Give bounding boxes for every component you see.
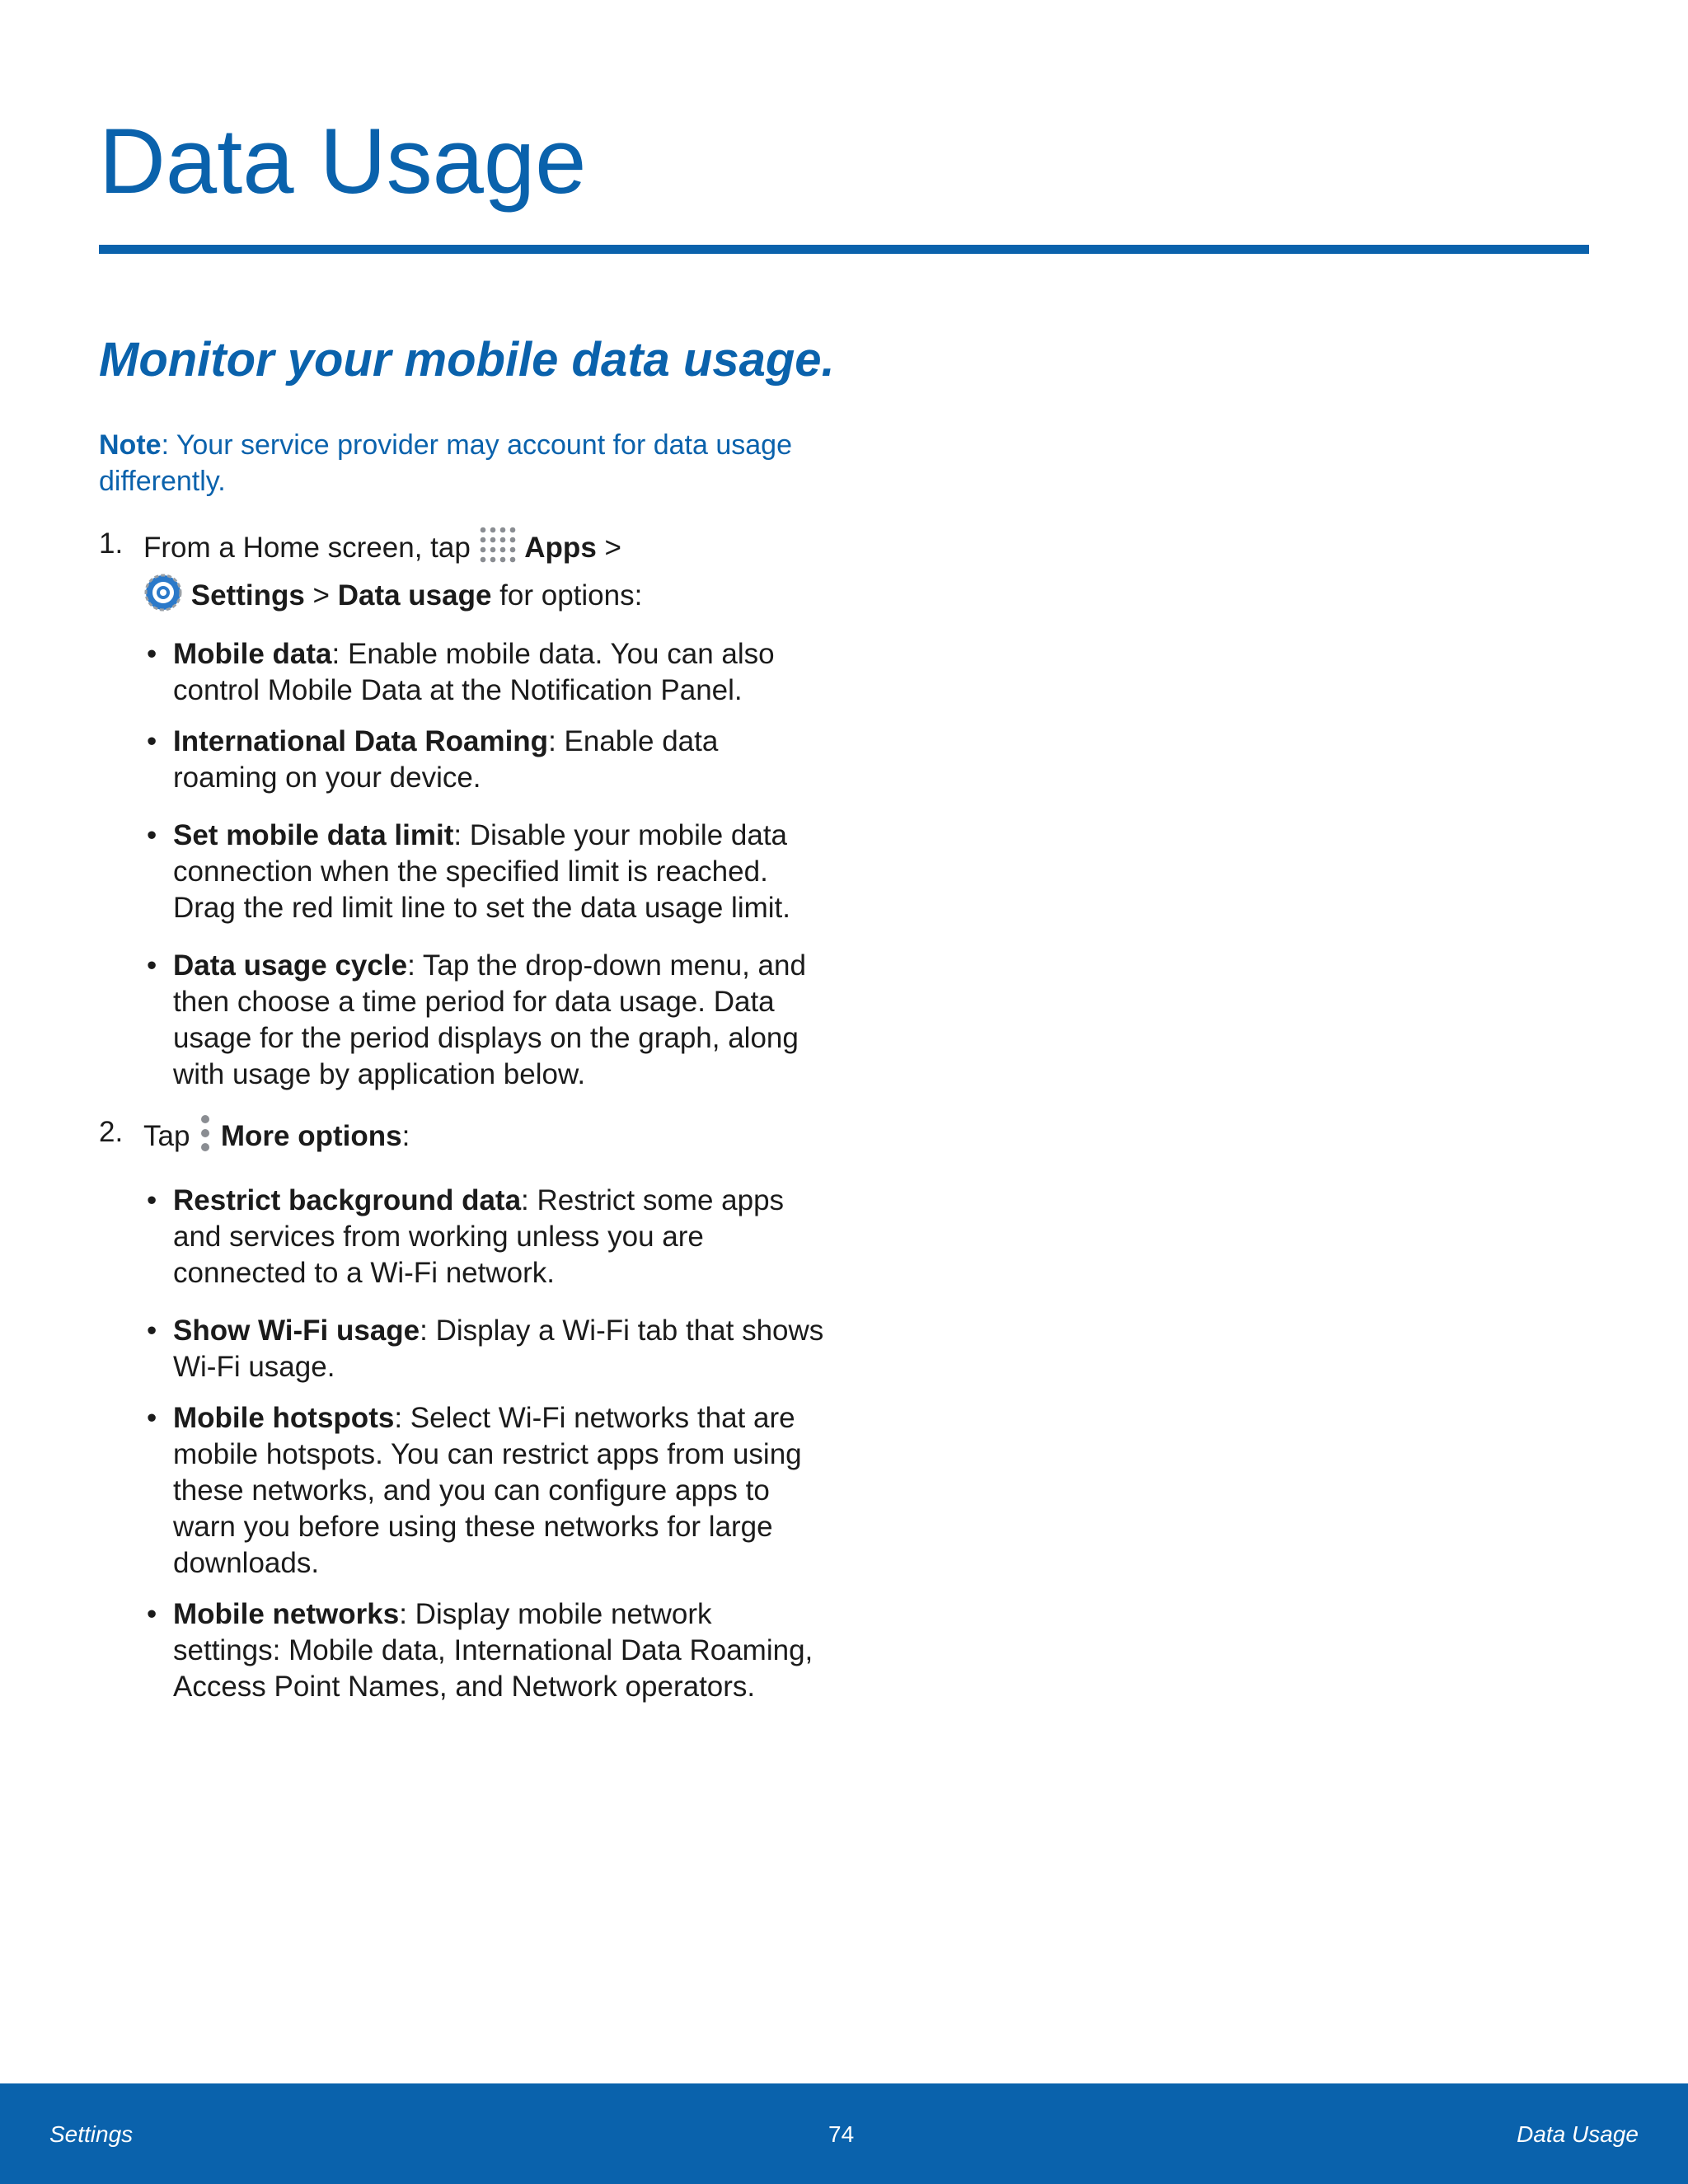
list-item: • International Data Roaming: Enable data roaming on your device. [147, 725, 719, 794]
option-label: Restrict background data [173, 1184, 522, 1216]
list-item: • Restrict background data: Restrict some apps and services from working unless you are connected to a Wi-Fi network. [147, 1184, 785, 1289]
option-text: : Tap the drop-down menu, and then choose a time period for data usage. Data usage for the period displays on the graph, along with usage by application below. [173, 949, 806, 1090]
option-label: Mobile networks [173, 1598, 400, 1630]
footer-section: Settings [49, 2121, 134, 2147]
step-2-options [99, 1183, 824, 1705]
apps-grid-icon [479, 526, 517, 573]
data-usage-label: Data usage [337, 579, 492, 612]
separator: > [304, 579, 338, 612]
step-number: 2. [99, 1116, 124, 1148]
page-footer [0, 2083, 1688, 2184]
settings-label: Settings [190, 579, 305, 612]
apps-label: Apps [524, 531, 597, 564]
option-text: : Restrict some apps and services from working unless you are connected to a Wi-Fi network. [173, 1184, 785, 1289]
page-title: Data Usage [99, 110, 587, 213]
option-text: : Disable your mobile data connection when the specified limit is reached. Drag the red limit line to set the data usage limit. [173, 819, 790, 924]
note-label: Note [99, 429, 162, 461]
step-text: From a Home screen, tap [143, 531, 479, 564]
step-2 [99, 1114, 824, 1161]
option-label: Data usage cycle [173, 949, 408, 982]
step-text: : [401, 1119, 410, 1152]
list-item: • Mobile hotspots: Select Wi-Fi networks that are mobile hotspots. You can restrict apps from using these networks, and you can configure apps to warn you before using these networks for large downloads. [147, 1402, 802, 1579]
more-options-icon [198, 1114, 213, 1161]
option-text: : Enable data roaming on your device. [173, 725, 719, 794]
list-item: • Show Wi-Fi usage: Display a Wi-Fi tab that shows Wi-Fi usage. [147, 1315, 824, 1383]
footer-chapter: Data Usage [1517, 2121, 1639, 2147]
page-subtitle: Monitor your mobile data usage. [99, 333, 835, 387]
step-text: for options: [491, 579, 643, 612]
option-label: Set mobile data limit [173, 819, 454, 851]
option-label: International Data Roaming [173, 725, 549, 757]
step-text: Tap [143, 1119, 199, 1152]
option-label: Mobile hotspots [173, 1402, 395, 1434]
list-item: • Set mobile data limit: Disable your mobile data connection when the specified limit is reached. Drag the red limit line to set the data usage limit. [147, 819, 790, 924]
note-text: : Your service provider may account for data usage differently. [99, 429, 792, 497]
settings-gear-icon [143, 573, 183, 621]
step-1-text [143, 526, 824, 621]
page-number: 74 [828, 2121, 855, 2147]
separator: > [596, 531, 621, 564]
option-label: Mobile data [173, 638, 332, 670]
note [99, 427, 808, 499]
option-text: : Display a Wi-Fi tab that shows Wi-Fi usage. [173, 1315, 824, 1383]
option-label: Show Wi-Fi usage [173, 1315, 420, 1347]
step-1-options [99, 636, 824, 1093]
more-options-label: More options [220, 1119, 402, 1152]
option-text: : Display mobile network settings: Mobile data, International Data Roaming, Access Point Names, and Network operators. [173, 1598, 814, 1703]
list-item: • Mobile networks: Display mobile network settings: Mobile data, International Data Roaming, Access Point Names, and Network operators. [147, 1598, 814, 1703]
list-item: • Mobile data: Enable mobile data. You can also control Mobile Data at the Notification Panel. [147, 638, 775, 706]
instructions [99, 526, 824, 1705]
step-1 [99, 526, 824, 621]
option-text: : Enable mobile data. You can also control Mobile Data at the Notification Panel. [173, 638, 775, 706]
title-divider [99, 245, 1589, 254]
step-number: 1. [99, 527, 124, 560]
step-2-text [143, 1114, 824, 1161]
list-item: • Data usage cycle: Tap the drop-down menu, and then choose a time period for data usage. Data usage for the period displays on the graph, along with usage by application below. [147, 949, 806, 1090]
option-text: : Select Wi-Fi networks that are mobile hotspots. You can restrict apps from using these networks, and you can configure apps to warn you before using these networks for large downloads. [173, 1402, 802, 1579]
